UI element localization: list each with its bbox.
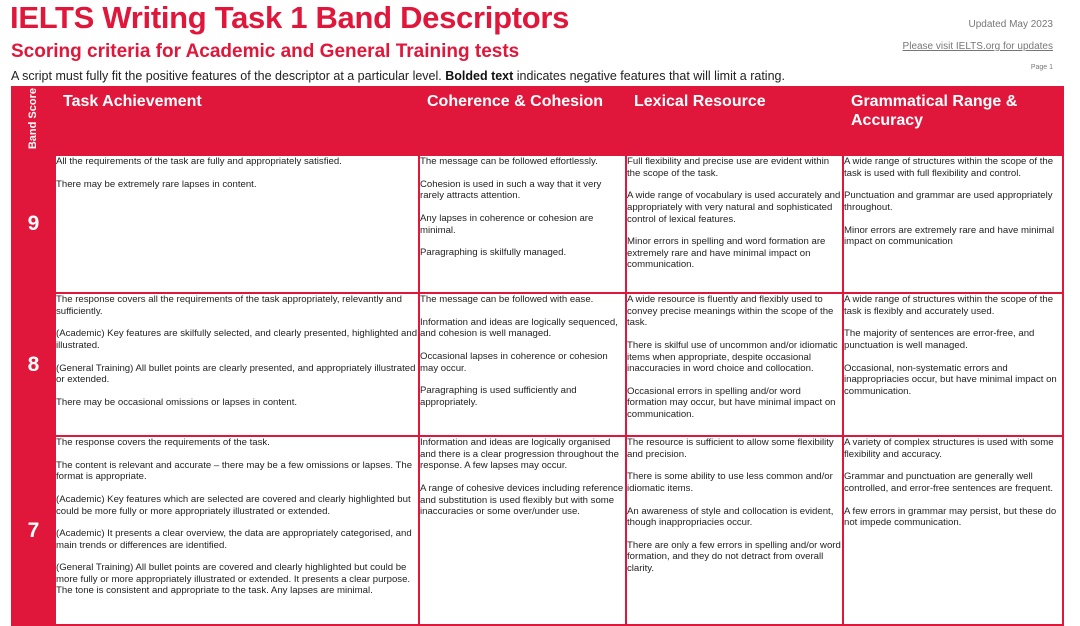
descriptor-text: Paragraphing is skilfully managed. — [420, 247, 567, 259]
descriptor-text: Cohesion is used in such a way that it very rarely attracts attention. — [420, 178, 602, 202]
page-title: IELTS Writing Task 1 Band Descriptors — [10, 0, 570, 35]
descriptor-text: The response covers the requirements of the task. — [56, 437, 270, 449]
descriptor-text: (Academic) Key features are skilfully selected, and clearly presented, highlighted and illustrated. — [56, 328, 418, 351]
intro-bold: Bolded text — [445, 69, 514, 83]
descriptor-text: A range of cohesive devices including reference and substitution is used flexibly but with some inaccuracies or some over/under use. — [420, 482, 624, 518]
column-header-coherence-cohesion: Coherence & Cohesion — [419, 87, 626, 155]
descriptor-text: Occasional, non-systematic errors and inappropriacies occur, but have minimal impact on communication. — [844, 362, 1057, 397]
descriptor-text: (General Training) All bullet points are clearly presented, and appropriately illustrated or extended. — [56, 362, 416, 386]
task-achievement-cell — [55, 436, 419, 625]
coherence-cell — [419, 436, 626, 625]
header-row — [12, 87, 1063, 155]
descriptor-text: An awareness of style and collocation is evident, though inappropriacies occur. — [627, 505, 834, 529]
intro-lead: A script must fully fit the positive features of the descriptor at a particular level. — [11, 69, 446, 83]
grammar-cell — [843, 436, 1063, 625]
grammar-cell — [843, 293, 1063, 436]
band-row-8 — [12, 293, 1063, 436]
descriptor-text: Minor errors in spelling and word formation are extremely rare and have minimal impact on communication. — [627, 236, 826, 271]
grammar-cell — [843, 155, 1063, 293]
descriptor-text: A few errors in grammar may persist, but these do not impede communication. — [844, 505, 1057, 529]
updated-date: Updated May 2023 — [968, 19, 1053, 30]
coherence-cell — [419, 293, 626, 436]
descriptor-text: (Academic) It presents a clear overview, the data are appropriately categorised, and main trends or differences are identified. — [56, 528, 412, 551]
descriptor-text: All the requirements of the task are fully and appropriately satisfied. — [56, 156, 342, 168]
descriptor-text: Punctuation and grammar are used appropriately throughout. — [844, 190, 1053, 213]
column-header-lexical-resource: Lexical Resource — [626, 87, 843, 155]
page-number: Page 1 — [1030, 64, 1053, 71]
descriptor-text: Minor errors are extremely rare and have minimal impact on communication — [844, 224, 1055, 248]
descriptor-text: Occasional lapses in coherence or cohesion may occur. — [420, 350, 608, 374]
descriptor-text: A wide resource is fluently and flexibly used to convey precise meanings within the scope of the task. — [627, 294, 834, 329]
column-header-grammatical-range: Grammatical Range & Accuracy — [843, 87, 1063, 155]
band-score-cell: 8 — [12, 293, 55, 436]
column-header-task-achievement: Task Achievement — [55, 87, 419, 155]
descriptor-text: The content is relevant and accurate – there may be a few omissions or lapses. The format is appropriate. — [56, 459, 413, 483]
intro-text — [11, 69, 785, 83]
task-achievement-cell — [55, 155, 419, 293]
lexical-cell — [626, 155, 843, 293]
page-subtitle: Scoring criteria for Academic and General Training tests — [11, 41, 520, 62]
descriptor-text: A wide range of vocabulary is used accurately and appropriately with very natural and sophisticated control of lexical features. — [627, 190, 841, 225]
descriptor-text: Full flexibility and precise use are evident within the scope of the task. — [627, 156, 830, 179]
descriptor-text: The majority of sentences are error-free, and punctuation is well managed. — [844, 328, 1035, 351]
descriptor-text: The resource is sufficient to allow some flexibility and precision. — [627, 437, 834, 460]
descriptor-text: There may be occasional omissions or lapses in content. — [56, 396, 298, 408]
descriptor-text: (General Training) All bullet points are covered and clearly highlighted but could be more fully or more appropriately illustrated or extended. It presents a clear purpose. The tone is consistent and appropriate to the task. Any lapses are minimal. — [56, 562, 411, 597]
descriptor-text: (Academic) Key features which are selected are covered and clearly highlighted but could be more fully or more appropriately illustrated or extended. — [56, 493, 411, 517]
descriptor-text: Any lapses in coherence or cohesion are minimal. — [420, 212, 594, 236]
lexical-cell — [626, 293, 843, 436]
descriptor-text: The message can be followed with ease. — [420, 294, 594, 306]
descriptor-text: Occasional errors in spelling and/or word formation may occur, but have minimal impact on communication. — [627, 385, 836, 420]
descriptor-text: A wide range of structures within the scope of the task is flexibly and accurately used. — [844, 294, 1054, 317]
coherence-cell — [419, 155, 626, 293]
descriptor-text: Grammar and punctuation are generally well controlled, and error-free sentences are frequent. — [844, 471, 1054, 494]
descriptor-text: Information and ideas are logically sequenced, and cohesion is well managed. — [420, 316, 618, 340]
lexical-cell — [626, 436, 843, 625]
band-score-label: Band Score — [27, 88, 39, 150]
band-score-header — [12, 87, 55, 155]
band-descriptor-table — [11, 86, 1064, 626]
intro-tail: indicates negative features that will limit a rating. — [513, 69, 785, 83]
band-row-9 — [12, 155, 1063, 293]
descriptor-text: There is some ability to use less common and/or idiomatic items. — [627, 471, 833, 494]
descriptor-text: A wide range of structures within the scope of the task is used with full flexibility and control. — [844, 156, 1054, 179]
descriptor-text: A variety of complex structures is used with some flexibility and accuracy. — [844, 437, 1054, 460]
band-row-7 — [12, 436, 1063, 625]
band-score-cell: 7 — [12, 436, 55, 625]
descriptor-text: There is skilful use of uncommon and/or idiomatic items when appropriate, despite occasional inaccuracies in word choice and collocation. — [627, 339, 838, 375]
task-achievement-cell — [55, 293, 419, 436]
band-score-cell: 9 — [12, 155, 55, 293]
descriptor-text: There are only a few errors in spelling and/or word formation, and they do not detract from overall clarity. — [627, 539, 841, 574]
descriptor-text: Paragraphing is used sufficiently and appropriately. — [420, 385, 577, 408]
visit-ielts-link[interactable]: Please visit IELTS.org for updates — [902, 41, 1053, 52]
descriptor-text: The response covers all the requirements of the task appropriately, relevantly and sufficiently. — [56, 294, 402, 317]
descriptor-text: The message can be followed effortlessly. — [420, 156, 598, 168]
descriptor-text: Information and ideas are logically organised and there is a clear progression throughout the response. A few lapses may occur. — [420, 437, 619, 472]
descriptor-text: There may be extremely rare lapses in content. — [56, 178, 257, 190]
